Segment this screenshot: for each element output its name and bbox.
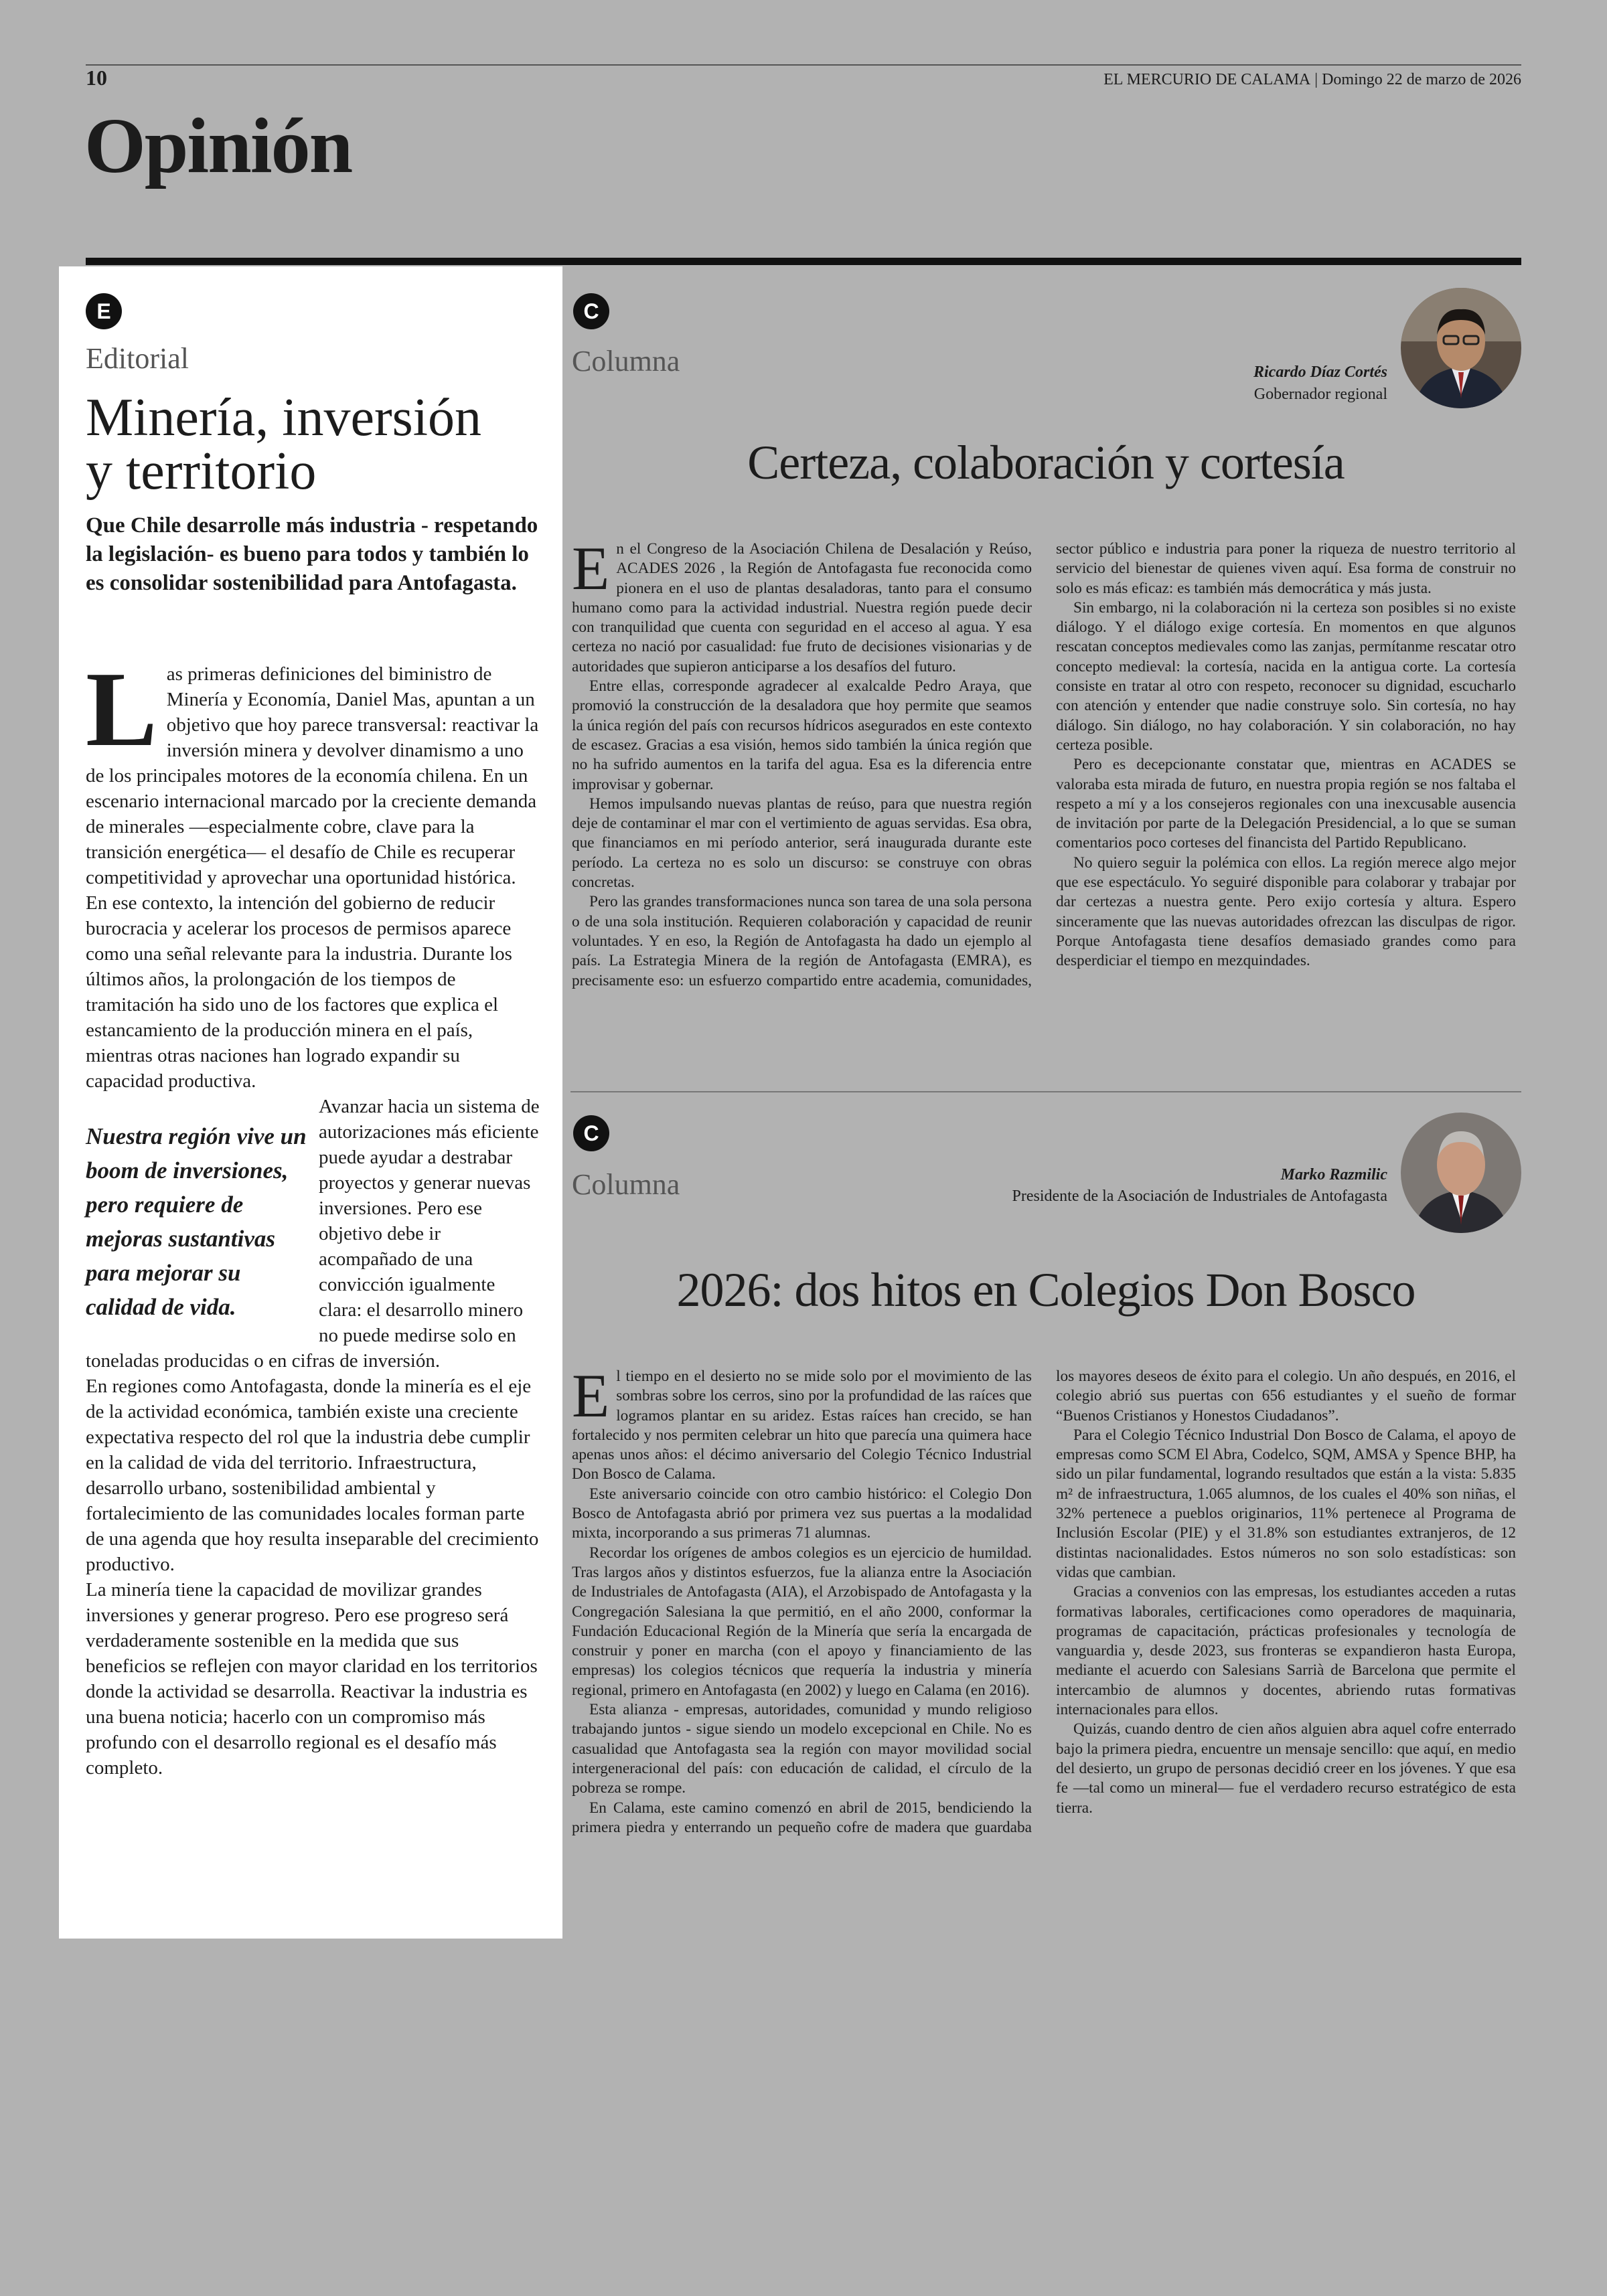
column1-paragraph: En el Congreso de la Asociación Chilena de Desalación y Reúso, ACADES 2026 , la Región de Antofagasta fue reconocida como pionera en el uso de plantas desaladoras, tanto para el consumo humano como para la actividad industrial. Nuestra región puede decir con tranquilidad que cuenta con seguridad en el acceso al agua. Y esa certeza no nació por casualidad: fue fruto de decisiones visionarias y de autoridades que supieron anticiparse a los desafíos del futuro. [572,534,1032,675]
column2-badge: C [573,1115,609,1151]
column2-kicker: Columna [572,1168,680,1201]
editorial-badge: E [86,293,122,329]
editorial-paragraph: Las primeras definiciones del biministro de Minería y Economía, Daniel Mas, apuntan a un objetivo que hoy parece transversal: reactivar la inversión minera y devolver dinamismo a uno de los principales motores de la economía chilena. En un escenario internacional marcado por la creciente demanda de minerales —especialmente cobre, clave para la transición energética— el desafío de Chile es recuperar competitividad y aprovechar una oportunidad histórica. [86,649,539,888]
editorial-title-line2: y territorio [86,442,317,501]
editorial-panel [59,266,562,1939]
column2-paragraph: Esta alianza - empresas, autoridades, comunidad y mundo religioso trabajando juntos - sigue siendo un modelo excepcional en Chile. No es casualidad que Antofagasta sea la región con mayor movilidad social intergeneracional del país: con educación de calidad, el círculo de la pobreza se rompe. [572,1701,1032,1797]
column2-paragraph: Quizás, cuando dentro de cien años alguien abra aquel cofre enterrado bajo la primera piedra, encuentre un mensaje sencillo: que aquí, en medio del desierto, un grupo de personas decidió creer en los jóvenes. Y que esa fe —tal como un mineral— fue el verdadero recurso estratégico de esta tierra. [1056,1720,1516,1817]
column1-role: Gobernador regional [1253,386,1387,403]
portrait-icon [1401,288,1521,408]
column1-body [572,534,1516,991]
editorial-deck: Que Chile desarrolle más industria - respetando la legislación- es bueno para todos y también lo es consolidar sostenibilidad para Antofagasta. [86,513,538,595]
column2-paragraph: El tiempo en el desierto no se mide solo por el movimiento de las sombras sobre los cerros, sino por la profundidad de las raíces que logramos plantar en su aridez. Estas raíces han crecido, se han fortalecido y nos permiten celebrar un hito que parecía una quimera hace apenas unos años: el décimo aniversario del Colegio Técnico Industrial Don Bosco de Calama. [572,1362,1032,1483]
column1-title: Certeza, colaboración y cortesía [747,436,1345,489]
editorial-paragraph: En regiones como Antofagasta, donde la minería es el eje de la actividad económica, también existe una creciente expectativa respecto del rol que la industria debe cumplir en la calidad de vida del territorio. Infraestructura, desarrollo urbano, sostenibilidad ambiental y fortalecimiento de las comunidades locales forman parte de una agenda que hoy resulta inseparable del crecimiento productivo. [86,1376,539,1575]
column2-paragraph: Para el Colegio Técnico Industrial Don Bosco de Calama, el apoyo de empresas como SCM El Abra, Codelco, SQM, AMSA y Spence BHP, ha sido un pilar fundamental, logrando resultados que están a la vista: 5.835 m² de infraestructura, 1.065 alumnos, de los cuales el 40% son niñas, el 32% pertenece a pueblos originarios, 11% pertenece al Programa de Inclusión Escolar (PIE) y el 31.8% son estudiantes extranjeros, de 12 distintas nacionalidades. Estos números no son solo estadísticas: son vidas que cambian. [1056,1426,1516,1581]
column1-dropcap: E [572,534,610,602]
editorial-pullquote: Nuestra región vive un boom de inversiones, pero requiere de mejoras sustantivas para mejorar su calidad de vida. [86,1123,307,1320]
column1-paragraph: Entre ellas, corresponde agradecer al exalcalde Pedro Araya, que promovió la construcción de la desaladora que hoy permite que seamos la única región del país con recursos hídricos asegurados en este contexto de escasez. Gracias a esa visión, hemos sido también la única región que no ha sufrido aumentos en la tarifa del agua. Esa es la diferencia entre improvisar y gobernar. [572,677,1032,793]
editorial-title [86,388,554,501]
column1-author: Ricardo Díaz Cortés [1253,363,1387,381]
column1-paragraph: Sin embargo, ni la colaboración ni la certeza son posibles si no existe diálogo. Y el diálogo exige cortesía. En momentos en que algunos rescatan conceptos medievales como las zanjas, permítanme rescatar otro concepto medieval: la cortesía, nacida en la antigua corte. La cortesía consiste en tratar al otro con respeto, reconocer su dignidad, escucharlo con atención y entender que nadie construye solo. Sin cortesía, no hay diálogo. Sin diálogo, no hay colaboración. Y sin colaboración, no hay certeza posible. [1056,598,1516,754]
column2-dropcap: E [572,1362,610,1430]
newspaper-name: EL MERCURIO DE CALAMA [1103,71,1311,88]
page-number: 10 [86,66,107,90]
column1-paragraph: Pero las grandes transformaciones nunca son tarea de una sola persona o de una sola institución. Requieren colaboración y capacidad de reunir voluntades. Y en eso, la Región de Antofagasta ha dado un ejemplo al país. La Estrategia Minera de la región de Antofagasta (EMRA), es precisamente eso: un esfuerzo compartido entre academia, comunidades, sector público e industria para poner la riqueza de nuestro territorio al servicio del bienestar de quienes viven aquí. Esa forma de construir no solo es más eficaz: es también más democrática y más justa. [572,540,1516,989]
portrait-icon [1401,1113,1521,1233]
column2-body [572,1362,1516,1837]
column-divider [570,1091,1521,1092]
editorial-kicker: Editorial [86,342,189,375]
column2-author: Marko Razmilic [1280,1166,1387,1183]
editorial-paragraph: Avanzar hacia un sistema de autorizaciones más eficiente puede ayudar a destrabar proyectos y generar nuevas inversiones. Pero ese objetivo debe ir acompañado de una convicción igualmente clara: el desarrollo minero no puede medirse solo en toneladas producidas o en cifras de inversión. [86,1096,540,1372]
column2-paragraph: Gracias a convenios con las empresas, los estudiantes acceden a rutas formativas laborales, certificaciones como operadores de maquinaria, programas de capacitación, prácticas profesionales y tecnología de vanguardia y, desde 2023, sus fronteras se expandieron hasta Europa, mediante el acuerdo con Salesians Sarrià de Barcelona que permite el intercambio de alumnos y docentes, abriendo rutas formativas internacionales para ellos. [1056,1583,1516,1719]
column2-paragraph: Este aniversario coincide con otro cambio histórico: el Colegio Don Bosco de Antofagasta abrió por primera vez sus puertas a la modalidad mixta, incorporando a sus primeras 71 alumnas. [572,1485,1032,1542]
issue-date: Domingo 22 de marzo de 2026 [1322,71,1521,88]
column2-section [570,1098,1521,1935]
column2-paragraph: En Calama, este camino comenzó en abril de 2015, bendiciendo la primera piedra y enterrando un pequeño cofre de madera que guardaba los mayores deseos de éxito para el colegio. Un año después, en 2016, el colegio abrió sus puertas con 656 estudiantes y el sueño de formar “Buenos Cristianos y Honestos Ciudadanos”. [572,1368,1516,1836]
editorial-paragraph: La minería tiene la capacidad de movilizar grandes inversiones y generar progreso. Pero ese progreso será verdaderamente sostenible en la medida que sus beneficios se reflejen con mayor claridad en los territorios donde la actividad se desarrolla. Reactivar la industria es una buena noticia; hacerlo con un compromiso más profundo con el desarrollo regional es el desafío más completo. [86,1579,538,1779]
column1-author-photo [1401,288,1521,408]
column1-paragraph: Pero es decepcionante constatar que, mientras en ACADES se valoraba esta mirada de futuro, en nuestra propia región se nos faltaba el respeto a mí y a los consejeros regionales con una inexcusable ausencia de invitación por parte de la Delegación Presidencial, a lo que se suman comentarios poco corteses del financista del Partido Republicano. [1056,756,1516,852]
section-title: Opinión [84,102,352,189]
editorial-body [86,649,541,1781]
editorial-paragraph: En ese contexto, la intención del gobierno de reducir burocracia y acelerar los procesos de permisos aparece como una señal relevante para la industria. Durante los últimos años, la prolongación de los tiempos de tramitación ha sido uno de los factores que explica el estancamiento de la producción minera en el país, mientras otras naciones han logrado expandir su capacidad productiva. [86,892,512,1092]
editorial-title-line1: Minería, inversión [86,388,481,447]
column2-title: 2026: dos hitos en Colegios Don Bosco [676,1263,1415,1317]
column1-kicker: Columna [572,345,680,378]
column2-paragraph: Recordar los orígenes de ambos colegios es un ejercicio de humildad. Tras largos años y distintos esfuerzos, fue la alianza entre la Asociación de Industriales de Antofagasta (AIA), el Arzobispado de Antofagasta y la Congregación Salesiana la que permitió, en el año 2000, conformar la Fundación Educacional Región de la Minería que sería la encargada de construir y poner en marcha (con el apoyo y financiamiento de las empresas) los colegios técnicos que requería la industria y minería regional, primero en Antofagasta (en 2002) y luego en Calama (en 2016). [572,1544,1032,1699]
top-rule [86,64,1521,66]
column2-role: Presidente de la Asociación de Industriales de Antofagasta [1012,1187,1387,1205]
column1-paragraph: No quiero seguir la polémica con ellos. La región merece algo mejor que ese espectáculo. Yo seguiré disponible para colaborar y trabajar por dar certezas a nuestra gente. Pero exijo cortesía y altura. Espero sinceramente que las nuevas autoridades ofrezcan las disculpas de rigor. Porque Antofagasta tiene desafíos demasiado grandes como para desperdiciar el tiempo en mezquindades. [1056,853,1516,970]
column2-author-photo [1401,1113,1521,1233]
editorial-dropcap: L [86,649,157,768]
column1-section [570,266,1521,1090]
dateline [1103,71,1521,89]
column1-paragraph: Hemos impulsando nuevas plantas de reúso, para que nuestra región deje de contaminar el mar con el vertimiento de aguas servidas. Esa obra, que financiamos en mi período anterior, será inaugurada durante este período. La certeza no es solo un discurso: se construye con obras concretas. [572,795,1032,892]
section-rule [86,258,1521,265]
column1-badge: C [573,293,609,329]
dateline-separator: | [1314,71,1318,88]
